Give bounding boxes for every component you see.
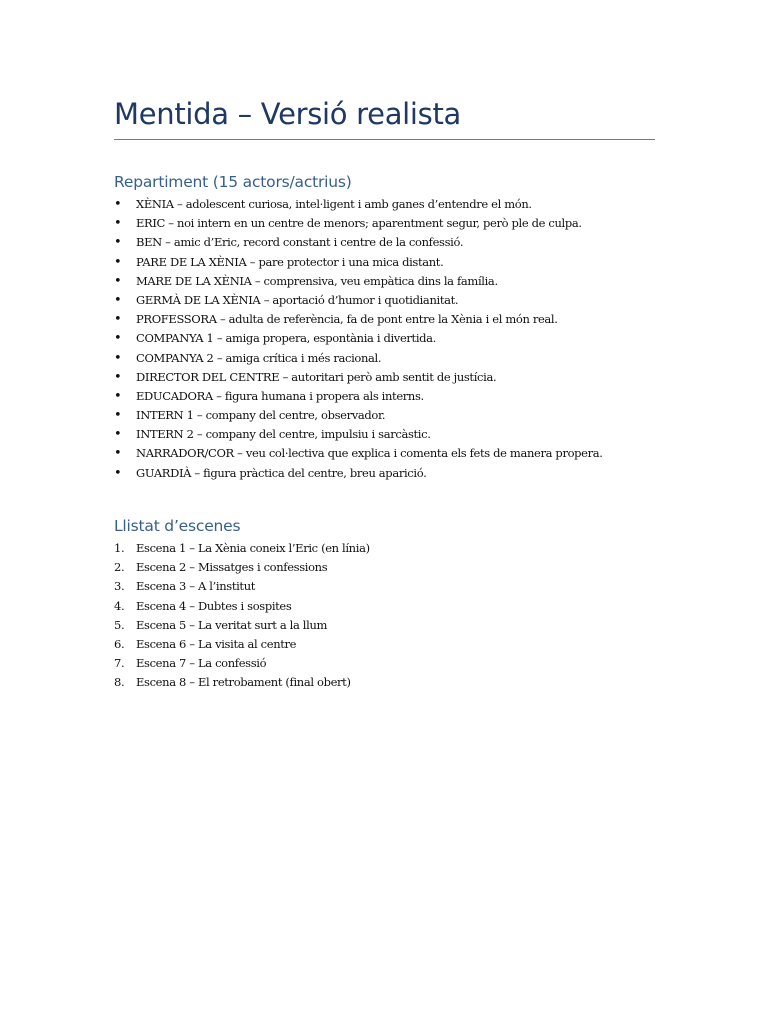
bullet-icon: •: [114, 197, 122, 212]
cast-item-text: GERMÀ DE LA XÈNIA – aportació d’humor i quotidianitat.: [136, 292, 459, 307]
list-number: 1.: [114, 541, 125, 555]
bullet-icon: •: [114, 235, 122, 251]
list-number: 7.: [114, 656, 125, 671]
list-item: [114, 539, 370, 558]
list-number: 2.: [114, 560, 125, 575]
list-item: [114, 654, 370, 673]
list-item: [114, 444, 603, 463]
cast-item-text: EDUCADORA – figura humana i propera als interns.: [136, 388, 424, 403]
scene-item-text: Escena 5 – La veritat surt a la llum: [136, 617, 328, 632]
cast-item-text: COMPANYA 2 – amiga crítica i més racional.: [136, 350, 382, 365]
cast-item-text: DIRECTOR DEL CENTRE – autoritari però amb sentit de justícia.: [136, 369, 497, 384]
cast-item-text: ERIC – noi intern en un centre de menors; aparentment segur, però ple de culpa.: [136, 216, 582, 231]
list-item: [114, 368, 603, 387]
bullet-icon: •: [114, 427, 122, 443]
list-number: 6.: [114, 636, 125, 651]
list-number: 4.: [114, 598, 125, 613]
scene-list: [114, 539, 370, 693]
list-item: [114, 673, 370, 692]
cast-item-text: XÈNIA – adolescent curiosa, intel·ligent i amb ganes d’entendre el món.: [136, 197, 532, 211]
bullet-icon: •: [114, 292, 122, 308]
list-number: 3.: [114, 579, 125, 594]
list-item: [114, 616, 370, 635]
scene-item-text: Escena 1 – La Xènia coneix l’Eric (en línia): [136, 541, 370, 555]
bullet-icon: •: [114, 388, 122, 404]
list-item: [114, 577, 370, 596]
bullet-icon: •: [114, 331, 122, 347]
list-item: [114, 464, 603, 483]
cast-item-text: NARRADOR/COR – veu col·lectiva que explica i comenta els fets de manera propera.: [136, 446, 603, 461]
list-item: [114, 558, 370, 577]
bullet-icon: •: [114, 465, 122, 481]
bullet-icon: •: [114, 312, 122, 328]
cast-item-text: BEN – amic d’Eric, record constant i centre de la confessió.: [136, 235, 464, 250]
cast-list: [114, 195, 603, 483]
list-item: [114, 291, 603, 310]
scene-item-text: Escena 6 – La visita al centre: [136, 636, 297, 651]
list-item: [114, 310, 603, 329]
bullet-icon: •: [114, 273, 122, 289]
cast-item-text: COMPANYA 1 – amiga propera, espontània i divertida.: [136, 331, 436, 346]
list-item: [114, 406, 603, 425]
scene-item-text: Escena 8 – El retrobament (final obert): [136, 675, 351, 690]
bullet-icon: •: [114, 446, 122, 462]
cast-item-text: MARE DE LA XÈNIA – comprensiva, veu empàtica dins la família.: [136, 273, 498, 288]
list-item: [114, 272, 603, 291]
bullet-icon: •: [114, 216, 122, 232]
bullet-icon: •: [114, 408, 122, 424]
list-number: 5.: [114, 617, 125, 632]
list-item: [114, 253, 603, 272]
scene-item-text: Escena 7 – La confessió: [136, 656, 267, 671]
list-number: 8.: [114, 675, 125, 690]
list-item: [114, 349, 603, 368]
title-underline: [114, 139, 655, 140]
bullet-icon: •: [114, 254, 122, 270]
list-item: [114, 387, 603, 406]
list-item: [114, 233, 603, 252]
scenes-heading: Llistat d’escenes: [114, 517, 241, 535]
list-item: [114, 635, 370, 654]
scene-item-text: Escena 4 – Dubtes i sospites: [136, 598, 292, 613]
document-title: Mentida – Versió realista: [114, 97, 462, 131]
cast-item-text: GUARDIÀ – figura pràctica del centre, breu aparició.: [136, 465, 427, 480]
cast-item-text: INTERN 2 – company del centre, impulsiu i sarcàstic.: [136, 427, 431, 442]
list-item: [114, 195, 603, 214]
cast-item-text: PROFESSORA – adulta de referència, fa de pont entre la Xènia i el món real.: [136, 312, 558, 327]
list-item: [114, 425, 603, 444]
bullet-icon: •: [114, 350, 122, 366]
list-item: [114, 329, 603, 348]
list-item: [114, 214, 603, 233]
scene-item-text: Escena 3 – A l’institut: [136, 579, 256, 594]
cast-item-text: INTERN 1 – company del centre, observador.: [136, 408, 386, 423]
cast-item-text: PARE DE LA XÈNIA – pare protector i una mica distant.: [136, 254, 444, 269]
bullet-icon: •: [114, 369, 122, 385]
list-item: [114, 597, 370, 616]
cast-heading: Repartiment (15 actors/actrius): [114, 173, 352, 191]
scene-item-text: Escena 2 – Missatges i confessions: [136, 560, 328, 575]
